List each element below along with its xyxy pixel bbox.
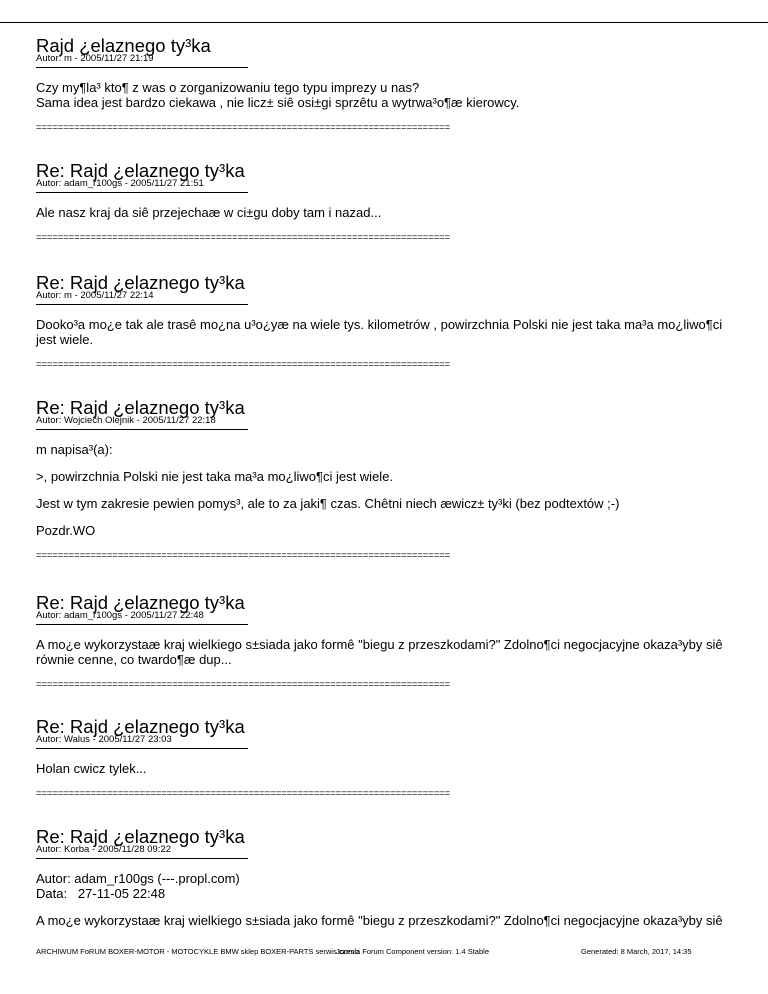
meta-rule [36, 748, 248, 749]
post-body [36, 80, 736, 110]
post-separator: ============================================================================ [36, 550, 451, 561]
post-paragraph: Ale nasz kraj da siê przejechaæ w ci±gu doby tam i nazad... [36, 205, 382, 220]
post-paragraph: A mo¿e wykorzystaæ kraj wielkiego s±siada jako formê "biegu z przeszkodami?" Zdolno¶ci negocjacyjne okaza³yby siê [36, 913, 723, 928]
post-meta: Autor: m - 2005/11/27 21:19 [36, 53, 154, 64]
post-separator: ============================================================================ [36, 679, 451, 690]
post-title: Re: Rajd ¿elaznego ty³ka [36, 826, 245, 847]
post-body [36, 442, 736, 538]
footer-component: Joomla Forum Component version: 1.4 Stable [336, 947, 489, 956]
post-body [36, 205, 736, 220]
post-paragraph: A mo¿e wykorzystaæ kraj wielkiego s±siada jako formê "biegu z przeszkodami?" Zdolno¶ci negocjacyjne okaza³yby siê równie cenne, co twardo¶æ dup... [36, 637, 723, 667]
meta-rule [36, 624, 248, 625]
post-2 [36, 160, 736, 244]
post-6 [36, 716, 736, 800]
post-body [36, 871, 736, 928]
meta-rule [36, 192, 248, 193]
post-paragraph: Autor: adam_r100gs (---.propl.com) Data: 27-11-05 22:48 [36, 871, 240, 901]
post-title: Rajd ¿elaznego ty³ka [36, 35, 211, 56]
post-body [36, 637, 736, 667]
post-paragraph: Jest w tym zakresie pewien pomys³, ale to za jaki¶ czas. Chêtni niech æwicz± ty³ki (bez podtextów ;-) [36, 496, 620, 511]
post-paragraph: Czy my¶la³ kto¶ z was o zorganizowaniu tego typu imprezy u nas? Sama idea jest bardzo ciekawa , nie licz± siê osi±gi sprzêtu a wytrwa³o¶æ kierowcy. [36, 80, 520, 110]
post-5 [36, 592, 736, 691]
post-paragraph: m napisa³(a): [36, 442, 113, 457]
top-rule [0, 22, 768, 23]
post-title: Re: Rajd ¿elaznego ty³ka [36, 272, 245, 293]
post-separator: ============================================================================ [36, 788, 451, 799]
post-7 [36, 826, 736, 928]
post-separator: ============================================================================ [36, 359, 451, 370]
post-paragraph: Dooko³a mo¿e tak ale trasê mo¿na u³o¿yæ na wiele tys. kilometrów , powirzchnia Polski nie jest taka ma³a mo¿liwo¶ci jest wiele. [36, 317, 723, 347]
post-title: Re: Rajd ¿elaznego ty³ka [36, 716, 245, 737]
post-4 [36, 397, 736, 562]
post-body [36, 317, 736, 347]
footer-source: ARCHIWUM FoRUM BOXER-MOTOR - MOTOCYKLE BMW sklep BOXER-PARTS serwis czesci [36, 947, 360, 956]
post-body [36, 761, 736, 776]
post-meta: Autor: Korba - 2005/11/28 09:22 [36, 844, 172, 855]
post-1 [36, 35, 736, 134]
meta-rule [36, 858, 248, 859]
post-title: Re: Rajd ¿elaznego ty³ka [36, 592, 245, 613]
post-paragraph: Holan cwicz tylek... [36, 761, 147, 776]
post-meta: Autor: adam_r100gs - 2005/11/27 21:51 [36, 178, 204, 189]
post-meta: Autor: Walus - 2005/11/27 23:03 [36, 734, 172, 745]
post-separator: ============================================================================ [36, 122, 451, 133]
meta-rule [36, 304, 248, 305]
footer-generated: Generated: 8 March, 2017, 14:35 [581, 947, 692, 956]
post-meta: Autor: Wojciech Olejnik - 2005/11/27 22:18 [36, 415, 216, 426]
post-3 [36, 272, 736, 371]
post-separator: ============================================================================ [36, 232, 451, 243]
post-meta: Autor: adam_r100gs - 2005/11/27 22:48 [36, 610, 204, 621]
meta-rule [36, 67, 248, 68]
post-title: Re: Rajd ¿elaznego ty³ka [36, 397, 245, 418]
meta-rule [36, 429, 248, 430]
post-title: Re: Rajd ¿elaznego ty³ka [36, 160, 245, 181]
post-meta: Autor: m - 2005/11/27 22:14 [36, 290, 154, 301]
post-paragraph: >, powirzchnia Polski nie jest taka ma³a mo¿liwo¶ci jest wiele. [36, 469, 394, 484]
post-paragraph: Pozdr.WO [36, 523, 96, 538]
